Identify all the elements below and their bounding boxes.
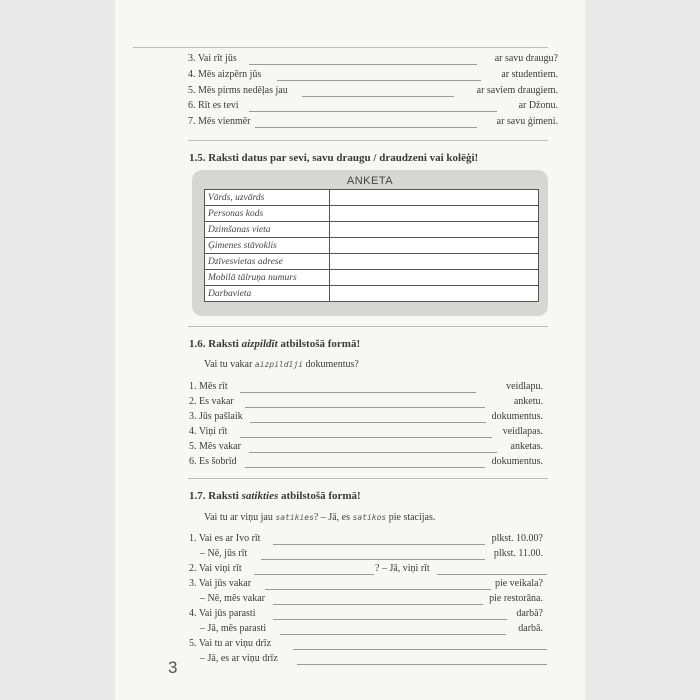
ex16-row-5-left: 5. Mēs vakar [189,441,241,452]
ex17-title-post: atbilstošā formā! [278,490,361,502]
anketa-field-label: Ģimenes stāvoklis [205,238,330,254]
ex17-row-5-left: 5. Vai tu ar viņu drīz [189,638,272,649]
ex16-row-6-right: dokumentus. [491,456,543,467]
ex14-row-6-right: ar Džonu. [518,100,558,111]
ex17-row-3-reply-right: pie restorāna. [489,593,543,604]
anketa-field-value[interactable] [330,190,539,206]
ex17-row-4-reply-right: darbā. [518,623,543,634]
ex16-row-6-blank[interactable] [245,467,485,468]
ex17-row-1-reply-right: plkst. 11.00. [493,548,543,559]
anketa-field-label: Personas kods [205,206,330,222]
ex16-row-1-blank[interactable] [240,392,476,393]
ex14-row-3-left: 3. Vai rīt jūs [188,53,237,64]
ex17-row-4-right: darbā? [516,608,543,619]
ex17-row-4-reply-left: – Jā, mēs parasti [200,623,267,634]
ex17-row-4-blank[interactable] [273,619,507,620]
ex17-example-part3: pie stacijas. [386,512,436,523]
page-number: 3 [168,658,178,677]
anketa-row [205,238,539,254]
ex16-row-5-blank[interactable] [249,452,497,453]
ex14-row-4-left: 4. Mēs aizpērn jūs [188,69,262,80]
ex16-row-3-blank[interactable] [250,422,486,423]
ex14-row-5-blank[interactable] [302,96,454,97]
ex16-row-6-left: 6. Es šobrīd [189,456,237,467]
ex17-row-3-reply-blank[interactable] [273,604,483,605]
ex17-row-3-right: pie veikala? [494,578,543,589]
ex17-row-1-reply-blank[interactable] [261,559,485,560]
ex17-row-3-left: 3. Vai jūs vakar [189,578,252,589]
ex17-title-verb: satikties [241,490,279,502]
ex17-title [189,490,361,503]
ex16-title-pre: 1.6. Raksti [189,338,242,350]
anketa-field-label: Vārds, uzvārds [205,190,330,206]
anketa-field-label: Mobilā tālruņa numurs [205,270,330,286]
ex17-example-answer-2: satikos [352,513,387,522]
ex17-row-3-reply-left: – Nē, mēs vakar [200,593,265,604]
ex17-row-1-reply-left: – Nē, jūs rīt [200,548,248,559]
anketa-form-title: ANKETA [346,175,394,187]
divider-1 [188,140,548,141]
ex17-row-4-left: 4. Vai jūs parasti [189,608,256,619]
ex17-example-part1: Vai tu ar viņu jau [204,512,276,523]
ex17-row-2-blank-2[interactable] [437,574,547,575]
ex17-row-5-reply-blank[interactable] [297,664,547,665]
ex16-row-2-blank[interactable] [245,407,485,408]
ex16-row-3-left: 3. Jūs pašlaik [189,411,243,422]
ex17-row-2-mid: ? – Jā, viņi rīt [375,563,430,574]
ex16-row-4-left: 4. Viņi rīt [189,426,228,437]
anketa-field-label: Dzīvesvietas adrese [205,254,330,270]
ex16-row-5-right: anketas. [510,441,543,452]
ex17-row-1-left: 1. Vai es ar Ivo rīt [189,533,261,544]
ex16-row-1-right: veidlapu. [506,381,543,392]
top-divider [133,47,548,48]
ex16-row-2-left: 2. Es vakar [189,396,234,407]
anketa-field-value[interactable] [330,238,539,254]
ex17-row-1-right: plkst. 10.00? [491,533,543,544]
anketa-field-value[interactable] [330,254,539,270]
ex17-row-3-blank[interactable] [265,589,491,590]
ex14-row-7-left: 7. Mēs vienmēr [188,116,251,127]
anketa-field-value[interactable] [330,286,539,302]
ex16-title-post: atbilstošā formā! [277,338,361,350]
anketa-field-label: Dzimšanas vieta [205,222,330,238]
anketa-field-label: Darbavieta [205,286,330,302]
divider-3 [188,478,548,479]
anketa-row [205,190,539,206]
ex16-example-answer: aizpildīji [254,360,303,369]
anketa-field-value[interactable] [330,222,539,238]
ex16-row-4-blank[interactable] [240,437,492,438]
ex14-row-4-blank[interactable] [277,80,481,81]
ex14-row-3-right: ar savu draugu? [494,53,558,64]
anketa-field-value[interactable] [330,270,539,286]
ex16-row-1-left: 1. Mēs rīt [189,381,228,392]
ex17-example-answer-1: satikies [275,513,314,522]
ex16-title-verb: aizpildīt [241,338,278,350]
ex14-row-7-right: ar savu ģimeni. [496,116,558,127]
ex16-example [204,359,359,371]
ex16-row-2-right: anketu. [513,396,543,407]
ex14-row-5-right: ar saviem draugiem. [476,85,558,96]
ex17-row-2-blank-1[interactable] [254,574,374,575]
ex17-row-5-blank[interactable] [293,649,547,650]
ex16-row-4-right: veidlapas. [502,426,543,437]
anketa-table [204,189,539,302]
ex16-example-post: dokumentus? [303,359,359,370]
ex14-row-7-blank[interactable] [255,127,477,128]
anketa-form [192,170,548,316]
anketa-row [205,286,539,302]
ex17-row-4-reply-blank[interactable] [280,634,506,635]
workbook-page [115,0,585,700]
anketa-field-value[interactable] [330,206,539,222]
ex16-example-pre: Vai tu vakar [204,359,255,370]
divider-2 [188,326,548,327]
ex17-example-part2: ? – Jā, es [313,512,353,523]
anketa-row [205,222,539,238]
ex14-row-5-left: 5. Mēs pirms nedēļas jau [188,85,288,96]
ex15-title: 1.5. Raksti datus par sevi, savu draugu / draudzeni vai kolēģi! [189,152,479,164]
ex14-row-6-left: 6. Rīt es tevi [188,100,239,111]
anketa-row [205,206,539,222]
ex17-title-pre: 1.7. Raksti [189,490,242,502]
ex16-row-3-right: dokumentus. [491,411,543,422]
ex17-row-2-left: 2. Vai viņi rīt [189,563,242,574]
anketa-row [205,254,539,270]
ex17-row-5-reply-left: – Jā, es ar viņu drīz [200,653,278,664]
ex17-row-1-blank[interactable] [273,544,485,545]
ex14-row-4-right: ar studentiem. [501,69,558,80]
ex16-title [189,338,360,351]
anketa-row [205,270,539,286]
ex17-example [204,512,435,524]
ex14-row-6-blank[interactable] [249,111,497,112]
ex14-row-3-blank[interactable] [249,64,477,65]
